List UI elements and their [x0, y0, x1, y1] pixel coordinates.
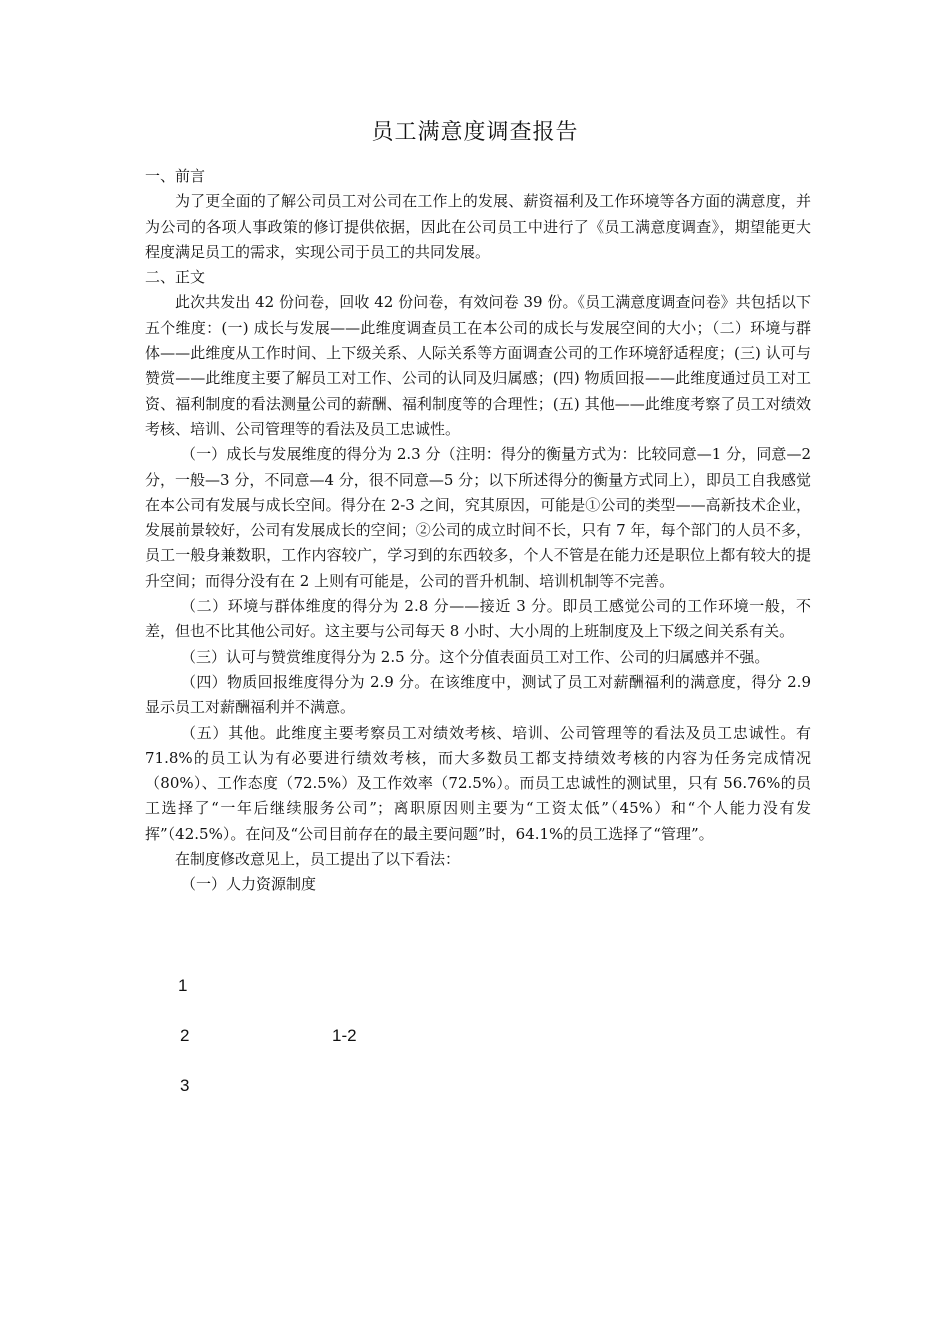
preface-heading: 一、前言: [145, 167, 206, 185]
list-number-3: 3: [180, 1076, 190, 1095]
opinion-intro: 在制度修改意见上，员工提出了以下看法：: [175, 850, 461, 869]
list-number-1: 1: [178, 976, 188, 995]
document-title: 员工满意度调查报告: [371, 120, 579, 145]
dimension-5-paragraph: （五）其他。此维度主要考察员工对绩效考核、培训、公司管理等的看法及员工忠诚性。有 71.8%的员工认为有必要进行绩效考核，而大多数员工都支持绩效考核的内容为任务完成情况（80%）、工作态度（72.5%）及工作效率（72.5%）。而员工忠诚性的测试里，只有 56.76%的员工选择了“一年后继续服务公司”；离职原因则主要为“工资太低”（45%）和“个人能力没有发挥”（42.5%）。在问及“公司目前存在的最主要问题”时，64.1%的员工选择了“管理”。: [145, 723, 811, 843]
list-number-2: 2: [180, 1026, 190, 1045]
dimension-1-paragraph: （一）成长与发展维度的得分为 2.3 分（注明：得分的衡量方式为：比较同意—1 分，同意—2 分，一般—3 分，不同意—4 分，很不同意—5 分；以下所述得分的衡量方式同上），即员工自我感觉在本公司有发展与成长空间。得分在 2-3 之间，究其原因，可能是①公司的类型——高新技术企业，发展前景较好，公司有发展成长的空间；②公司的成立时间不长，只有 7 年，每个部门的人员不多，员工一般身兼数职，工作内容较广，学习到的东西较多，个人不管是在能力还是职位上都有较大的提升空间；而得分没有在 2 上则有可能是，公司的晋升机制、培训机制等不完善。: [145, 445, 811, 590]
dimension-3-paragraph: （三）认可与赞赏维度得分为 2.5 分。这个分值表面员工对工作、公司的归属感并不强。: [181, 647, 770, 666]
dimension-2-paragraph: （二）环境与群体维度的得分为 2.8 分——接近 3 分。即员工感觉公司的工作环境一般，不差，但也不比其他公司好。这主要与公司每天 8 小时、大小周的上班制度及上下级之间关系有关。: [145, 597, 811, 641]
list-number-2-range: 1-2: [332, 1026, 357, 1045]
body-heading: 二、正文: [145, 268, 206, 287]
hr-system-heading: （一）人力资源制度: [181, 875, 317, 894]
body-intro-paragraph: 此次共发出 42 份问卷，回收 42 份问卷，有效问卷 39 份。《员工满意度调查问卷》共包括以下五个维度：(一) 成长与发展——此维度调查员工在本公司的成长与发展空间的大小；（二）环境与群体——此维度从工作时间、上下级关系、人际关系等方面调查公司的工作环境舒适程度；(三) 认可与赞赏——此维度主要了解员工对工作、公司的认同及归属感；(四) 物质回报——此维度通过员工对工资、福利制度的看法测量公司的薪酬、福利制度等的合理性；(五) 其他——此维度考察了员工对绩效考核、培训、公司管理等的看法及员工忠诚性。: [145, 293, 811, 438]
document-body: [145, 164, 811, 898]
preface-paragraph: 为了更全面的了解公司员工对公司在工作上的发展、薪资福利及工作环境等各方面的满意度，并为公司的各项人事政策的修订提供依据，因此在公司员工中进行了《员工满意度调查》，期望能更大程度满足员工的需求，实现公司于员工的共同发展。: [145, 192, 811, 261]
dimension-4-paragraph: （四）物质回报维度得分为 2.9 分。在该维度中，测试了员工对薪酬福利的满意度，得分 2.9 显示员工对薪酬福利并不满意。: [145, 672, 811, 717]
